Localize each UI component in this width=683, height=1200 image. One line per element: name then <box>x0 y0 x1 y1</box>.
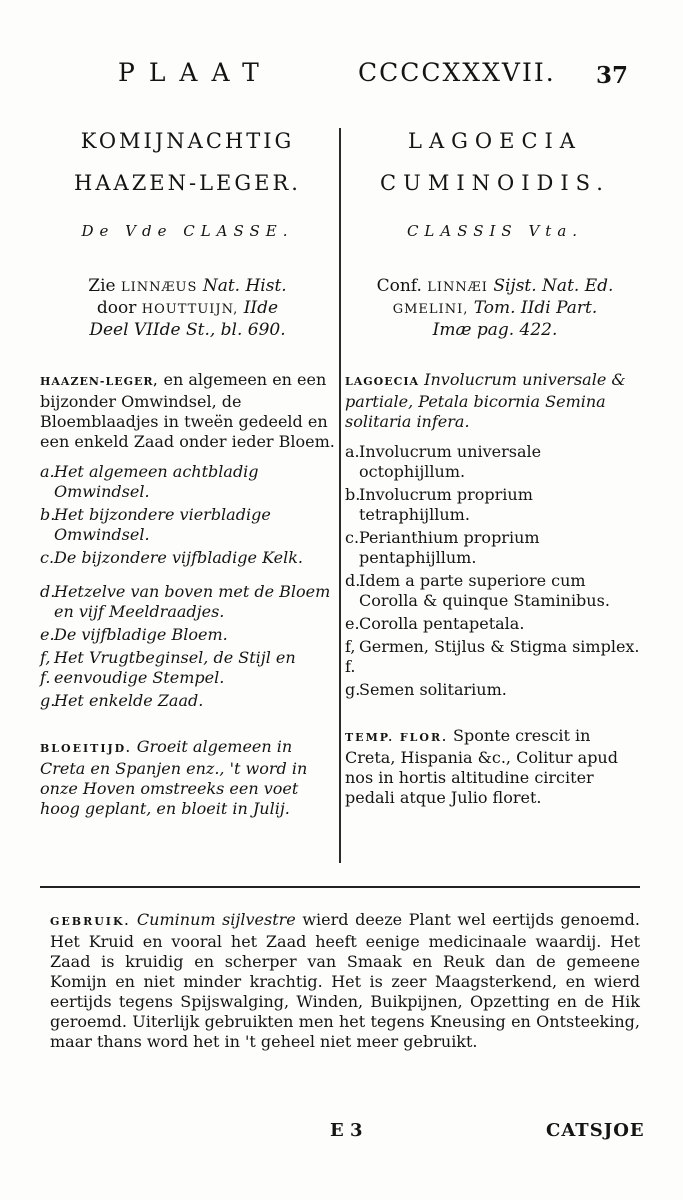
dutch-flowering-lead: BLOEITIJD. <box>40 742 132 755</box>
latin-class: CLASSIS Vta. <box>406 222 584 240</box>
list-item <box>345 485 645 525</box>
dutch-description <box>40 370 335 452</box>
latin-description-lead: LAGOECIA <box>345 375 420 388</box>
list-item <box>345 528 645 568</box>
item-key: g. <box>345 680 361 699</box>
catchword: CATSJOE <box>546 1120 645 1141</box>
item-text: Involucrum universale octophijllum. <box>359 442 542 481</box>
ref-author: LINNÆUS <box>121 280 198 295</box>
latin-figure-list <box>345 442 645 700</box>
dutch-reference <box>40 276 335 342</box>
item-key: e. <box>345 614 360 633</box>
item-text: Idem a parte superiore cum Corolla & quinque Staminibus. <box>359 571 610 610</box>
dutch-description-lead: HAAZEN-LEGER, <box>40 375 159 388</box>
plate-label: PLAAT <box>118 58 273 87</box>
item-key: d. <box>40 582 56 601</box>
latin-description-text: Involucrum universale & partiale, Petala bicornia Semina solitaria infera. <box>345 370 626 431</box>
dutch-column <box>40 120 335 819</box>
horizontal-rule <box>40 886 640 888</box>
ref-line2-suffix: IIde <box>243 298 279 318</box>
list-item <box>40 582 335 622</box>
item-text: De vijfbladige Bloem. <box>54 625 228 644</box>
page-number: 37 <box>596 62 629 89</box>
list-item <box>40 648 335 688</box>
usage-text: wierd deeze Plant wel eertijds genoemd. Het Kruid en vooral het Zaad heeft eenige medicinaale waardij. Het Zaad is kruidig en scherper van Smaak en Reuk dan de gemeene Komijn en niet minder krachtig. Het is zeer Maagsterkend, en wierd eertijds tegens Spijswalging, Winden, Buikpijnen, Opzetting en de Hik geroemd. Uiterlijk gebruikten men het tegens Kneusing en Ontsteeking, maar thans word het in 't geheel niet meer gebruikt. <box>50 910 640 1051</box>
ref-prefix: Zie <box>88 276 116 296</box>
dutch-flowering <box>40 737 335 819</box>
ref-line2-prefix: door <box>96 298 137 318</box>
ref-author: LINNÆI <box>427 280 488 295</box>
item-text: De bijzondere vijfbladige Kelk. <box>54 548 303 567</box>
ref-work: Nat. Hist. <box>202 276 287 296</box>
item-text: Het algemeen achtbladig Omwindsel. <box>54 462 259 501</box>
dutch-title-line2: HAAZEN-LEGER. <box>74 171 301 195</box>
latin-title <box>345 120 645 204</box>
item-key: f, f. <box>345 637 356 676</box>
ref-editor: GMELINI, <box>392 302 469 317</box>
item-key: c. <box>345 528 360 547</box>
item-text: Het Vrugtbeginsel, de Stijl en eenvoudige Stempel. <box>54 648 296 687</box>
ref-line3: Imæ pag. 422. <box>432 320 558 340</box>
ref-line3: Deel VIIde St., bl. 690. <box>89 320 286 340</box>
list-item <box>345 680 645 700</box>
signature-mark: E 3 <box>330 1120 363 1141</box>
item-key: d. <box>345 571 361 590</box>
list-item <box>40 505 335 545</box>
item-key: b. <box>40 505 56 524</box>
dutch-figure-list <box>40 462 335 711</box>
usage-latin-name: Cuminum sijlvestre <box>136 910 296 929</box>
item-key: g. <box>40 691 56 710</box>
dutch-title-line1: KOMIJNACHTIG <box>80 129 295 153</box>
item-text: Corolla pentapetala. <box>359 614 525 633</box>
ref-prefix: Conf. <box>376 276 422 296</box>
latin-column <box>345 120 645 808</box>
item-key: a. <box>40 462 55 481</box>
dutch-flowering-text: Groeit algemeen in Creta en Spanjen enz., 't word in onze Hoven omstreeks een voet hoog geplant, en bloeit in Julij. <box>40 737 308 818</box>
list-item <box>345 637 645 677</box>
list-item <box>345 442 645 482</box>
latin-flowering <box>345 726 645 808</box>
latin-reference <box>345 276 645 342</box>
latin-title-line2: CUMINOIDIS. <box>380 171 610 195</box>
item-key: b. <box>345 485 361 504</box>
ref-work: Sijst. Nat. Ed. <box>493 276 614 296</box>
item-text: Semen solitarium. <box>359 680 507 699</box>
item-key: a. <box>345 442 360 461</box>
list-item <box>345 571 645 611</box>
ref-line2-suffix: Tom. IIdi Part. <box>473 298 598 318</box>
plate-number: CCCCXXXVII. <box>358 58 556 87</box>
item-text: Het bijzondere vierbladige Omwindsel. <box>54 505 271 544</box>
list-item <box>345 614 645 634</box>
latin-title-line1: LAGOECIA <box>408 129 582 153</box>
dutch-title <box>40 120 335 204</box>
item-text: Hetzelve van boven met de Bloem en vijf Meeldraadjes. <box>54 582 331 621</box>
dutch-class: De Vde CLASSE. <box>81 222 294 240</box>
list-item <box>40 548 335 568</box>
item-text: Germen, Stijlus & Stigma simplex. <box>359 637 640 656</box>
item-text: Het enkelde Zaad. <box>54 691 204 710</box>
item-text: Involucrum proprium tetraphijllum. <box>359 485 533 524</box>
list-item <box>40 691 335 711</box>
usage-lead: GEBRUIK. <box>50 915 131 928</box>
item-key: c. <box>40 548 55 567</box>
ref-translator: HOUTTUIJN, <box>141 302 239 317</box>
page-footer <box>0 1120 683 1150</box>
item-key: f, f. <box>40 648 51 687</box>
dutch-description-text: en algemeen en een bijzonder Omwindsel, de Bloemblaadjes in tweën gedeeld en een enkeld Zaad onder ieder Bloem. <box>40 370 335 451</box>
page-header <box>0 58 683 98</box>
usage-paragraph <box>50 910 640 1052</box>
latin-flowering-lead: TEMP. FLOR. <box>345 731 448 744</box>
list-item <box>40 625 335 645</box>
item-key: e. <box>40 625 55 644</box>
column-divider <box>339 128 341 863</box>
list-item <box>40 462 335 502</box>
latin-flowering-text: Sponte crescit in Creta, Hispania &c., Colitur apud nos in hortis altitudine circiter pedali atque Julio floret. <box>345 726 618 807</box>
item-text: Perianthium proprium pentaphijllum. <box>359 528 540 567</box>
latin-description <box>345 370 645 432</box>
